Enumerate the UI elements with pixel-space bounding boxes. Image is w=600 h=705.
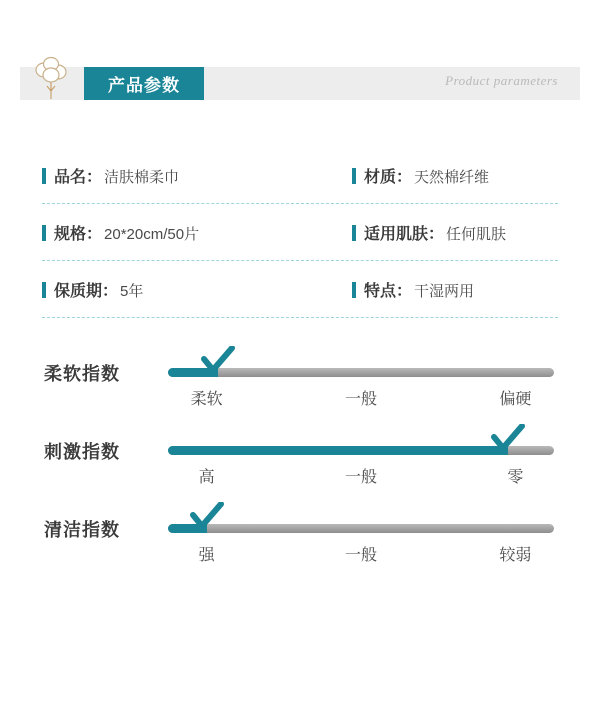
index-slider-track[interactable] [168, 524, 554, 533]
tick-label: 强 [198, 547, 215, 564]
accent-bar-icon [42, 225, 46, 241]
param-label: 适用肌肤： [364, 225, 445, 243]
section-header [0, 55, 600, 111]
param-value: 干湿两用 [414, 282, 475, 300]
check-mark-icon [201, 346, 235, 376]
param-cell-feature [300, 278, 558, 301]
tick-label: 偏硬 [499, 391, 532, 408]
param-label: 品名： [54, 168, 103, 186]
index-label: 清洁指数 [44, 520, 120, 540]
param-value: 洁肤棉柔巾 [104, 168, 180, 186]
accent-bar-icon [42, 168, 46, 184]
param-cell-product-name [42, 164, 300, 187]
tick-label: 一般 [344, 391, 378, 408]
param-cell-specification [42, 221, 300, 244]
tick-label: 较弱 [499, 547, 532, 564]
header-english-subtitle: Product parameters [445, 73, 558, 88]
param-cell-suitable-skin [300, 221, 558, 244]
index-slider-track[interactable] [168, 446, 554, 455]
tick-label: 一般 [344, 469, 378, 486]
index-slider-fill [168, 446, 508, 455]
accent-bar-icon [352, 225, 356, 241]
parameters-table [42, 147, 558, 318]
param-cell-shelf-life [42, 278, 300, 301]
param-label: 特点： [364, 282, 413, 300]
index-slider-track[interactable] [168, 368, 554, 377]
tick-label: 高 [198, 469, 215, 486]
param-value: 20*20cm/50片 [104, 225, 200, 243]
index-tick-labels [168, 386, 554, 412]
index-tick-labels [168, 542, 554, 568]
param-cell-material [300, 164, 558, 187]
accent-bar-icon [352, 168, 356, 184]
index-block-cleaning [0, 516, 600, 594]
check-mark-icon [190, 502, 224, 532]
param-value: 天然棉纤维 [414, 168, 490, 186]
accent-bar-icon [352, 282, 356, 298]
table-row [42, 261, 558, 318]
table-row [42, 147, 558, 204]
tick-label: 柔软 [190, 391, 223, 408]
index-tick-labels [168, 464, 554, 490]
page-title: 产品参数 [84, 67, 204, 100]
param-value: 任何肌肤 [446, 225, 507, 243]
tick-label: 零 [507, 469, 524, 486]
index-label: 柔软指数 [44, 364, 120, 384]
check-mark-icon [491, 424, 525, 454]
param-value: 5年 [120, 282, 144, 300]
index-block-irritation [0, 438, 600, 516]
index-ratings [0, 360, 600, 594]
cotton-flower-icon [22, 55, 80, 111]
param-label: 材质： [364, 168, 413, 186]
table-row [42, 204, 558, 261]
tick-label: 一般 [344, 547, 378, 564]
param-label: 保质期： [54, 282, 119, 300]
index-label: 刺激指数 [44, 442, 120, 462]
param-label: 规格： [54, 225, 103, 243]
accent-bar-icon [42, 282, 46, 298]
